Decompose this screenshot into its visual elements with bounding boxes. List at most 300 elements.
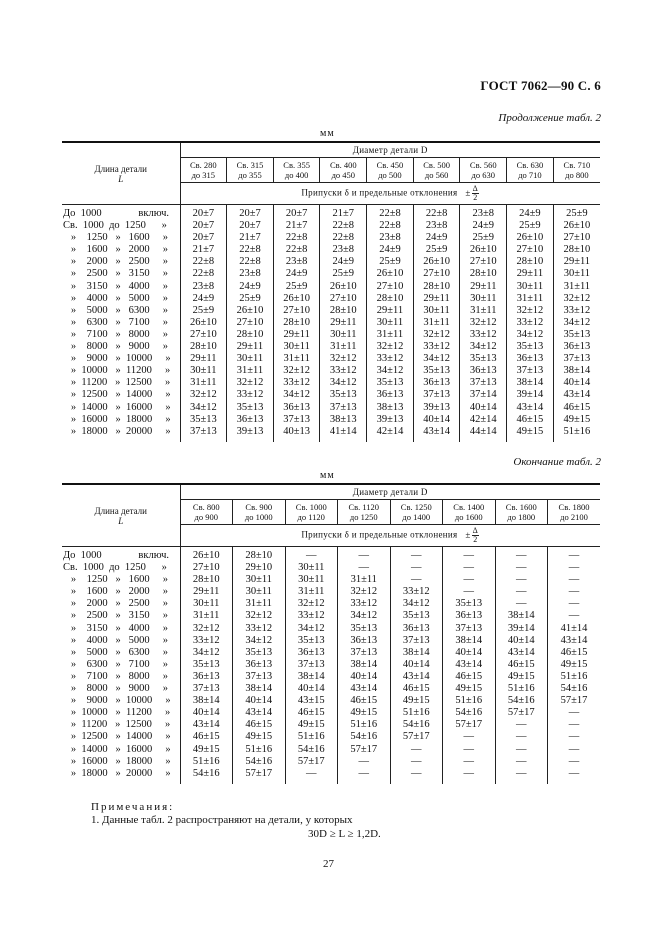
allowance-value-cell: 20±7: [180, 220, 227, 232]
allowance-value-cell: 31±11: [233, 598, 286, 610]
allowance-value-cell: —: [390, 744, 443, 756]
allowance-value-cell: 43±14: [338, 683, 391, 695]
length-range-cell: » 9000 » 10000 »: [63, 695, 171, 707]
allowance-value-cell: 57±17: [390, 731, 443, 743]
page-header: ГОСТ 7062—90 С. 6: [480, 78, 601, 93]
range-to: до 500: [378, 170, 402, 180]
allowance-value-cell: 36±13: [227, 414, 274, 426]
length-range-cell: » 7100 » 8000 »: [63, 328, 168, 340]
diameter-range-header: [285, 500, 338, 525]
allowance-value-cell: 28±10: [553, 244, 600, 256]
range-from: Св. 280: [189, 160, 217, 170]
allowance-value-cell: 40±14: [413, 414, 460, 426]
allowance-header: [180, 525, 600, 547]
diameter-range-header: [180, 500, 233, 525]
length-range-cell: » 4000 » 5000 »: [63, 292, 168, 304]
allowance-value-cell: 34±12: [367, 365, 414, 377]
allowance-value-cell: 30±11: [285, 574, 338, 586]
range-to: до 1600: [454, 512, 483, 522]
range-from: Св. 500: [423, 160, 450, 170]
diameter-range-header: [413, 158, 460, 183]
allowance-value-cell: 20±7: [180, 205, 227, 221]
allowance-value-cell: 32±12: [227, 377, 274, 389]
allowance-value-cell: —: [285, 768, 338, 784]
diameter-header: Диаметр детали D: [180, 484, 600, 500]
allowance-value-cell: 28±10: [320, 305, 367, 317]
allowance-value-cell: 40±14: [553, 377, 600, 389]
table-row: [62, 659, 600, 671]
allowance-value-cell: 43±14: [233, 707, 286, 719]
allowance-value-cell: 54±16: [495, 695, 548, 707]
allowance-value-cell: 35±13: [180, 659, 233, 671]
table-row: [62, 731, 600, 743]
table-row: [62, 683, 600, 695]
allowance-value-cell: 36±13: [553, 341, 600, 353]
allowance-value-cell: 38±13: [320, 414, 367, 426]
allowance-value-cell: —: [495, 562, 548, 574]
allowance-value-cell: 35±13: [507, 341, 554, 353]
allowance-value-cell: 33±12: [553, 305, 600, 317]
allowance-value-cell: —: [548, 562, 601, 574]
allowance-value-cell: 29±11: [553, 256, 600, 268]
allowance-value-cell: 39±13: [413, 402, 460, 414]
allowance-value-cell: 31±11: [507, 293, 554, 305]
allowance-value-cell: 26±10: [227, 305, 274, 317]
allowance-value-cell: 33±12: [413, 341, 460, 353]
allowance-value-cell: 28±10: [413, 281, 460, 293]
allowance-value-cell: 49±15: [495, 671, 548, 683]
allowance-value-cell: —: [495, 768, 548, 784]
allowance-value-cell: 51±16: [233, 744, 286, 756]
length-header: [62, 484, 180, 547]
allowance-value-cell: 27±10: [553, 232, 600, 244]
fraction-denominator: 2: [473, 535, 478, 544]
allowance-value-cell: 46±15: [507, 414, 554, 426]
allowance-value-cell: 26±10: [320, 281, 367, 293]
allowance-value-cell: 36±13: [367, 389, 414, 401]
allowance-value-cell: —: [548, 547, 601, 563]
allowance-value-cell: 22±8: [227, 244, 274, 256]
allowance-value-cell: 29±10: [233, 562, 286, 574]
allowance-value-cell: 42±14: [460, 414, 507, 426]
allowance-table-2: [62, 483, 600, 784]
length-range-cell: » 12500 » 14000 »: [63, 731, 171, 743]
range-from: Св. 710: [563, 160, 591, 170]
allowance-value-cell: 26±10: [367, 268, 414, 280]
range-from: Св. 400: [329, 160, 357, 170]
range-to: до 1400: [402, 512, 431, 522]
allowance-value-cell: 37±13: [320, 402, 367, 414]
allowance-value-cell: 36±13: [338, 635, 391, 647]
table-row: [62, 268, 600, 280]
allowance-value-cell: 30±11: [413, 305, 460, 317]
allowance-value-cell: 34±12: [180, 402, 227, 414]
table-row: [62, 586, 600, 598]
allowance-value-cell: 46±15: [443, 671, 496, 683]
allowance-value-cell: 35±13: [227, 402, 274, 414]
allowance-value-cell: 46±15: [233, 719, 286, 731]
allowance-value-cell: —: [443, 547, 496, 563]
allowance-value-cell: 39±13: [367, 414, 414, 426]
range-to: до 710: [518, 170, 542, 180]
notes-item-1: 1. Данные табл. 2 распространяют на детали, у которых: [91, 814, 353, 826]
allowance-value-cell: —: [548, 756, 601, 768]
table-row: [62, 744, 600, 756]
allowance-value-cell: —: [338, 562, 391, 574]
range-to: до 1120: [297, 512, 325, 522]
range-to: до 900: [194, 512, 218, 522]
length-range-cell: » 5000 » 6300 »: [63, 304, 168, 316]
allowance-value-cell: 40±14: [443, 647, 496, 659]
allowance-value-cell: —: [495, 719, 548, 731]
page-number: 27: [323, 858, 334, 870]
allowance-value-cell: 41±14: [548, 623, 601, 635]
range-to: до 315: [191, 170, 216, 180]
allowance-value-cell: 35±13: [413, 365, 460, 377]
allowance-value-cell: 34±12: [180, 647, 233, 659]
allowance-value-cell: 35±13: [180, 414, 227, 426]
length-range-cell: До 1000 включ.: [63, 550, 170, 561]
allowance-value-cell: 23±8: [227, 268, 274, 280]
length-range-cell: » 11200 » 12500 »: [63, 719, 171, 731]
table-row: [62, 647, 600, 659]
allowance-value-cell: 33±12: [233, 623, 286, 635]
allowance-value-cell: 29±11: [227, 341, 274, 353]
length-range-cell: » 2500 » 3150 »: [63, 268, 168, 280]
allowance-value-cell: 38±14: [390, 647, 443, 659]
allowance-value-cell: —: [443, 574, 496, 586]
allowance-value-cell: 25±9: [180, 305, 227, 317]
table-row: [62, 205, 600, 221]
allowance-value-cell: 29±11: [507, 268, 554, 280]
allowance-value-cell: 25±9: [460, 232, 507, 244]
allowance-value-cell: —: [548, 707, 601, 719]
allowance-value-cell: 39±13: [227, 426, 274, 442]
allowance-value-cell: 30±11: [180, 598, 233, 610]
allowance-value-cell: 27±10: [367, 281, 414, 293]
range-to: до 355: [238, 170, 262, 180]
range-from: Св. 1000: [295, 502, 327, 512]
allowance-value-cell: 23±8: [180, 281, 227, 293]
allowance-value-cell: 22±8: [180, 268, 227, 280]
allowance-value-cell: 25±9: [413, 244, 460, 256]
range-from: Св. 1250: [400, 502, 432, 512]
range-from: Св. 315: [236, 160, 264, 170]
allowance-value-cell: 38±14: [285, 671, 338, 683]
allowance-value-cell: 46±15: [285, 707, 338, 719]
allowance-value-cell: 32±12: [553, 293, 600, 305]
allowance-value-cell: 31±11: [553, 281, 600, 293]
allowance-value-cell: 20±7: [273, 205, 320, 221]
table-row: [62, 707, 600, 719]
length-range-cell: Св. 1000 до 1250 »: [63, 220, 167, 232]
allowance-value-cell: 34±12: [413, 353, 460, 365]
allowance-header: [180, 183, 600, 205]
allowance-value-cell: 27±10: [460, 256, 507, 268]
allowance-value-cell: 29±11: [460, 281, 507, 293]
allowance-value-cell: 46±15: [495, 659, 548, 671]
range-from: Св. 1600: [505, 502, 537, 512]
allowance-value-cell: 30±11: [273, 341, 320, 353]
allowance-value-cell: 37±13: [507, 365, 554, 377]
allowance-value-cell: 35±13: [285, 635, 338, 647]
table-row: [62, 329, 600, 341]
length-range-cell: Св. 1000 до 1250 »: [63, 562, 167, 574]
allowance-value-cell: 46±15: [338, 695, 391, 707]
plus-minus-sign: ±: [465, 529, 471, 540]
allowance-value-cell: 49±15: [338, 707, 391, 719]
allowance-value-cell: 36±13: [413, 377, 460, 389]
allowance-value-cell: 27±10: [227, 317, 274, 329]
length-range-cell: » 3150 » 4000 »: [63, 280, 168, 292]
allowance-value-cell: 43±14: [495, 647, 548, 659]
fraction-denominator: 2: [473, 193, 478, 202]
allowance-value-cell: 22±8: [367, 220, 414, 232]
length-range-cell: » 16000 » 18000 »: [63, 755, 171, 767]
allowance-value-cell: 21±7: [273, 220, 320, 232]
range-to: до 1250: [349, 512, 378, 522]
allowance-value-cell: 49±15: [507, 426, 554, 442]
allowance-value-cell: —: [495, 598, 548, 610]
allowance-value-cell: 57±17: [548, 695, 601, 707]
allowance-value-cell: 32±12: [233, 610, 286, 622]
length-range-cell: » 12500 » 14000 »: [63, 389, 171, 401]
allowance-value-cell: 43±14: [553, 389, 600, 401]
table-row: [62, 756, 600, 768]
allowance-value-cell: 35±13: [553, 329, 600, 341]
allowance-value-cell: 32±12: [338, 586, 391, 598]
allowance-value-cell: 22±8: [320, 220, 367, 232]
allowance-value-cell: 27±10: [413, 268, 460, 280]
length-range-cell: » 7100 » 8000 »: [63, 670, 168, 682]
allowance-value-cell: 31±11: [460, 305, 507, 317]
allowance-value-cell: 37±13: [413, 389, 460, 401]
allowance-value-cell: 20±7: [180, 232, 227, 244]
allowance-value-cell: 29±11: [273, 329, 320, 341]
allowance-value-cell: 23±8: [273, 256, 320, 268]
allowance-value-cell: 51±16: [390, 707, 443, 719]
allowance-value-cell: 22±8: [320, 232, 367, 244]
length-range-cell: » 2000 » 2500 »: [63, 598, 168, 610]
table-row: [62, 220, 600, 232]
table-row: [62, 598, 600, 610]
allowance-value-cell: —: [548, 768, 601, 784]
allowance-value-cell: 31±11: [180, 377, 227, 389]
table-row: [62, 402, 600, 414]
range-from: Св. 450: [376, 160, 404, 170]
allowance-value-cell: 40±14: [180, 707, 233, 719]
length-range-cell: » 1250 » 1600 »: [63, 574, 168, 586]
allowance-value-cell: 29±11: [367, 305, 414, 317]
allowance-value-cell: 33±12: [273, 377, 320, 389]
allowance-value-cell: 31±11: [367, 329, 414, 341]
allowance-value-cell: 27±10: [507, 244, 554, 256]
allowance-value-cell: 23±8: [413, 220, 460, 232]
allowance-value-cell: 31±11: [320, 341, 367, 353]
allowance-value-cell: —: [390, 756, 443, 768]
allowance-value-cell: 25±9: [273, 281, 320, 293]
table2-continuation-note: Окончание табл. 2: [513, 456, 601, 468]
allowance-value-cell: 30±11: [233, 574, 286, 586]
allowance-value-cell: 37±13: [443, 623, 496, 635]
allowance-value-cell: 40±14: [460, 402, 507, 414]
allowance-value-cell: 31±11: [180, 610, 233, 622]
range-from: Св. 1120: [348, 502, 380, 512]
table-row: [62, 426, 600, 442]
allowance-value-cell: 28±10: [227, 329, 274, 341]
range-from: Св. 630: [516, 160, 544, 170]
allowance-value-cell: 21±7: [180, 244, 227, 256]
allowance-value-cell: 38±14: [338, 659, 391, 671]
length-range-cell: » 14000 » 16000 »: [63, 743, 171, 755]
allowance-value-cell: 49±15: [443, 683, 496, 695]
allowance-value-cell: 29±11: [180, 586, 233, 598]
allowance-value-cell: 32±12: [320, 353, 367, 365]
allowance-value-cell: 49±15: [553, 414, 600, 426]
allowance-value-cell: 37±13: [460, 377, 507, 389]
table-row: [62, 547, 600, 563]
range-to: до 450: [331, 170, 356, 180]
allowance-value-cell: 37±13: [338, 647, 391, 659]
allowance-value-cell: —: [443, 768, 496, 784]
range-to: до 630: [471, 170, 495, 180]
length-header: [62, 142, 180, 205]
allowance-value-cell: 51±16: [443, 695, 496, 707]
allowance-value-cell: —: [443, 731, 496, 743]
allowance-value-cell: 35±13: [460, 353, 507, 365]
allowance-value-cell: 24±9: [273, 268, 320, 280]
allowance-value-cell: 26±10: [413, 256, 460, 268]
allowance-value-cell: 54±16: [443, 707, 496, 719]
length-range-cell: » 1600 » 2000 »: [63, 244, 168, 256]
allowance-value-cell: 21±7: [227, 232, 274, 244]
allowance-value-cell: 33±12: [320, 365, 367, 377]
length-range-cell: » 16000 » 18000 »: [63, 413, 171, 425]
allowance-value-cell: 28±10: [180, 341, 227, 353]
allowance-value-cell: 30±11: [553, 268, 600, 280]
allowance-value-cell: 32±12: [413, 329, 460, 341]
length-range-cell: » 1250 » 1600 »: [63, 232, 168, 244]
table2-unit: мм: [320, 470, 335, 481]
diameter-range-header: [495, 500, 548, 525]
allowance-value-cell: 26±10: [553, 220, 600, 232]
allowance-value-cell: 38±14: [233, 683, 286, 695]
diameter-range-header: [548, 500, 601, 525]
allowance-value-cell: —: [338, 756, 391, 768]
length-range-cell: » 5000 » 6300 »: [63, 646, 168, 658]
allowance-value-cell: 24±9: [413, 232, 460, 244]
diameter-range-header: [443, 500, 496, 525]
diameter-range-header: [338, 500, 391, 525]
allowance-value-cell: 27±10: [320, 293, 367, 305]
table-row: [62, 389, 600, 401]
allowance-value-cell: 32±12: [367, 341, 414, 353]
allowance-value-cell: 24±9: [460, 220, 507, 232]
allowance-value-cell: 25±9: [367, 256, 414, 268]
allowance-value-cell: 24±9: [320, 256, 367, 268]
allowance-value-cell: 23±8: [460, 205, 507, 221]
allowance-value-cell: 32±12: [285, 598, 338, 610]
allowance-value-cell: 29±11: [413, 293, 460, 305]
allowance-value-cell: 28±10: [367, 293, 414, 305]
allowance-value-cell: 51±16: [548, 671, 601, 683]
range-to: до 1800: [507, 512, 536, 522]
allowance-value-cell: 31±11: [273, 353, 320, 365]
allowance-value-cell: 38±14: [180, 695, 233, 707]
allowance-value-cell: 22±8: [367, 205, 414, 221]
allowance-value-cell: 43±14: [507, 402, 554, 414]
allowance-value-cell: 32±12: [180, 623, 233, 635]
allowance-value-cell: 40±14: [495, 635, 548, 647]
allowance-value-cell: —: [443, 586, 496, 598]
allowance-value-cell: 30±11: [227, 353, 274, 365]
table-row: [62, 256, 600, 268]
allowance-value-cell: 39±14: [495, 623, 548, 635]
allowance-value-cell: —: [443, 756, 496, 768]
allowance-value-cell: 38±14: [443, 635, 496, 647]
delta-half-fraction: [472, 185, 479, 202]
diameter-range-header: [227, 158, 274, 183]
allowance-value-cell: 57±17: [233, 768, 286, 784]
allowance-value-cell: 38±14: [553, 365, 600, 377]
allowance-value-cell: 37±13: [285, 659, 338, 671]
allowance-value-cell: —: [548, 744, 601, 756]
allowance-value-cell: 31±11: [413, 317, 460, 329]
allowance-value-cell: 20±7: [227, 205, 274, 221]
length-header-label: Длина детали: [94, 505, 147, 516]
allowance-value-cell: 51±16: [495, 683, 548, 695]
allowance-value-cell: 46±15: [548, 647, 601, 659]
allowance-value-cell: 24±9: [227, 281, 274, 293]
allowance-value-cell: 33±12: [338, 598, 391, 610]
allowance-value-cell: 32±12: [273, 365, 320, 377]
allowance-value-cell: 27±10: [273, 305, 320, 317]
allowance-value-cell: 37±13: [553, 353, 600, 365]
allowance-value-cell: —: [548, 586, 601, 598]
allowance-value-cell: 35±13: [233, 647, 286, 659]
allowance-value-cell: —: [548, 719, 601, 731]
allowance-value-cell: 38±14: [495, 610, 548, 622]
allowance-value-cell: —: [390, 768, 443, 784]
allowance-value-cell: 54±16: [180, 768, 233, 784]
allowance-value-cell: 27±10: [180, 562, 233, 574]
allowance-value-cell: 51±16: [285, 731, 338, 743]
allowance-value-cell: 36±13: [180, 671, 233, 683]
table-row: [62, 635, 600, 647]
length-range-cell: » 9000 » 10000 »: [63, 353, 171, 365]
allowance-value-cell: 33±12: [227, 389, 274, 401]
length-range-cell: » 8000 » 9000 »: [63, 683, 168, 695]
allowance-value-cell: —: [548, 574, 601, 586]
allowance-value-cell: 40±14: [233, 695, 286, 707]
range-from: Св. 1400: [453, 502, 485, 512]
allowance-value-cell: 32±12: [460, 317, 507, 329]
allowance-value-cell: 33±12: [460, 329, 507, 341]
allowance-value-cell: 24±9: [180, 293, 227, 305]
delta-half-fraction: [472, 527, 479, 544]
allowance-value-cell: —: [495, 547, 548, 563]
table-row: [62, 574, 600, 586]
length-range-cell: До 1000 включ.: [63, 208, 170, 219]
allowance-value-cell: —: [495, 756, 548, 768]
table-row: [62, 671, 600, 683]
table-row: [62, 719, 600, 731]
allowance-value-cell: 36±13: [443, 610, 496, 622]
allowance-value-cell: 40±14: [390, 659, 443, 671]
allowance-value-cell: 30±11: [233, 586, 286, 598]
allowance-value-cell: 37±14: [460, 389, 507, 401]
allowance-value-cell: —: [548, 610, 601, 622]
